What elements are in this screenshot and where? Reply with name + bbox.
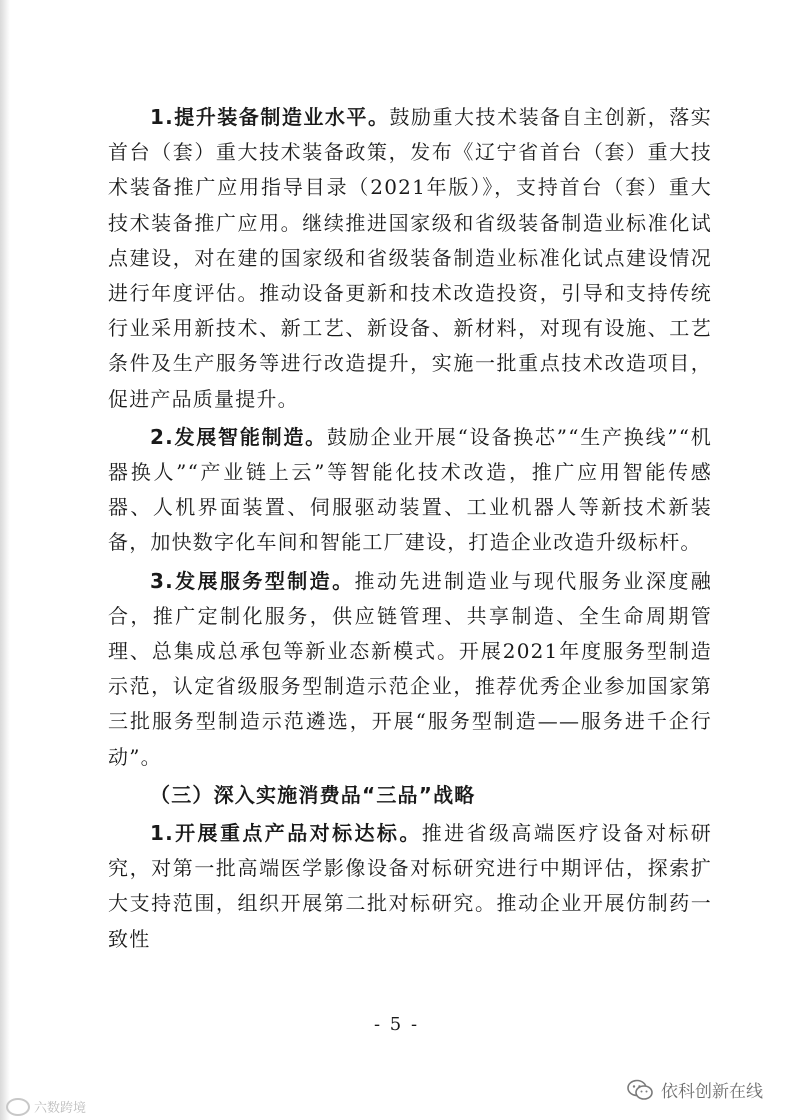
watermark-left <box>6 1097 86 1116</box>
paragraph-service-manufacturing <box>108 564 712 775</box>
document-body <box>108 100 712 957</box>
watermark-right-text: 依科创新在线 <box>661 1082 763 1102</box>
paragraph-text: 鼓励企业开展“设备换芯”“生产换线”“机器换人”“产业链上云”等智能化技术改造，推广应用智能传感器、人机界面装置、伺服驱动装置、工业机器人等新技术新装备，加快数字化车间和智能工厂建设，打造企业改造升级标杆。 <box>108 424 712 555</box>
page-number: - 5 - <box>373 1014 420 1035</box>
section-heading: （三）深入实施消费品“三品”战略 <box>150 782 476 807</box>
watermark-left-text: 六数跨境 <box>34 1101 87 1116</box>
paragraph-text: 鼓励重大技术装备自主创新，落实首台（套）重大技术装备政策，发布《辽宁省首台（套）重大技术装备推广应用指导目录（2021年版）》，支持首台（套）重大技术装备推广应用。继续推进国家级和省级装备制造业标准化试点建设，对在建的国家级和省级装备制造业标准化试点建设情况进行年度评估。推动设备更新和技术改造投资，引导和支持传统行业采用新技术、新工艺、新设备、新材料，对现有设施、工艺条件及生产服务等进行改造提升，实施一批重点技术改造项目，促进产品质量提升。 <box>108 105 712 411</box>
paragraph-text: 推进省级高端医疗设备对标研究，对第一批高端医学影像设备对标研究进行中期评估，探索扩大支持范围，组织开展第二批对标研究。推动企业开展仿制药一致性 <box>108 821 712 951</box>
paragraph-text: 推动先进制造业与现代服务业深度融合，推广定制化服务，供应链管理、共享制造、全生命周期管理、总集成总承包等新业态新模式。开展2021年度服务型制造示范，认定省级服务型制造示范企业，推荐优秀企业参加国家第三批服务型制造示范遴选，开展“服务型制造——服务进千企行动”。 <box>108 568 713 769</box>
paragraph-smart-manufacturing <box>108 420 712 561</box>
paragraph-heading: 1.提升装备制造业水平。 <box>150 105 390 129</box>
watermark-right <box>627 1077 763 1102</box>
paragraph-heading: 3.发展服务型制造。 <box>150 568 355 593</box>
paragraph-heading: 1.开展重点产品对标达标。 <box>150 821 422 846</box>
paragraph-equipment-manufacturing <box>108 100 712 417</box>
paragraph-heading: 2.发展智能制造。 <box>150 424 327 449</box>
scan-edge-shadow <box>0 0 10 1120</box>
brand-logo-icon <box>6 1098 30 1116</box>
paragraph-benchmarking <box>108 816 712 957</box>
wechat-icon <box>627 1079 653 1101</box>
